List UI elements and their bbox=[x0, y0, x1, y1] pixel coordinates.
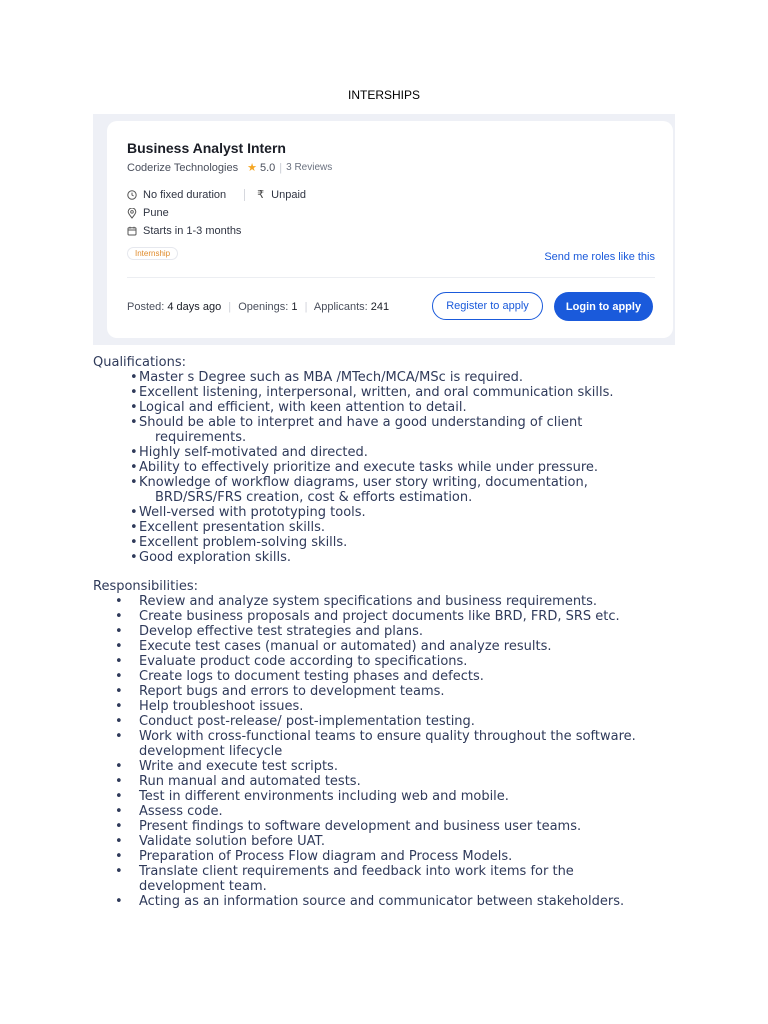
bullet-icon: • bbox=[115, 684, 123, 699]
bullet-icon: • bbox=[115, 594, 123, 609]
bullet-icon: • bbox=[115, 849, 123, 864]
list-item bbox=[93, 654, 636, 669]
location-text: Pune bbox=[143, 207, 169, 219]
list-item-text: Execute test cases (manual or automated) and analyze results. bbox=[139, 639, 552, 654]
list-item bbox=[93, 505, 614, 520]
bullet-icon: • bbox=[130, 475, 138, 490]
page-title: INTERSHIPS bbox=[347, 88, 420, 102]
list-item bbox=[93, 415, 614, 445]
responsibilities-section bbox=[93, 579, 636, 909]
location-row bbox=[127, 207, 169, 219]
list-item bbox=[93, 774, 636, 789]
bullet-icon: • bbox=[130, 415, 138, 430]
list-item bbox=[93, 669, 636, 684]
list-item bbox=[93, 400, 614, 415]
bullet-icon: • bbox=[115, 624, 123, 639]
applicants-value: 241 bbox=[370, 301, 390, 313]
list-item-text: Test in different environments including web and mobile. bbox=[139, 789, 509, 804]
list-item-text: Help troubleshoot issues. bbox=[139, 699, 304, 714]
bullet-icon: • bbox=[115, 609, 123, 624]
list-item bbox=[93, 385, 614, 400]
bullet-icon: • bbox=[115, 654, 123, 669]
list-item-text: Highly self-motivated and directed. bbox=[139, 445, 368, 460]
bullet-icon: • bbox=[130, 400, 138, 415]
qualifications-section bbox=[93, 355, 614, 565]
list-item-text: Knowledge of workflow diagrams, user story writing, documentation, bbox=[139, 475, 588, 490]
list-item-text: Preparation of Process Flow diagram and Process Models. bbox=[139, 849, 513, 864]
openings-value: 1 bbox=[291, 301, 298, 313]
job-card-screenshot bbox=[93, 114, 675, 345]
list-item-continuation: development team. bbox=[139, 879, 267, 894]
divider bbox=[244, 189, 245, 201]
duration-row bbox=[127, 188, 306, 201]
bullet-icon: • bbox=[115, 834, 123, 849]
list-item bbox=[93, 684, 636, 699]
start-row bbox=[127, 225, 241, 237]
list-item bbox=[93, 370, 614, 385]
list-item bbox=[93, 535, 614, 550]
list-item-continuation: BRD/SRS/FRS creation, cost & efforts estimation. bbox=[155, 490, 473, 505]
bullet-icon: • bbox=[115, 759, 123, 774]
card-divider bbox=[127, 277, 655, 278]
list-item bbox=[93, 550, 614, 565]
list-item bbox=[93, 594, 636, 609]
list-item bbox=[93, 714, 636, 729]
separator: | bbox=[304, 301, 308, 313]
bullet-icon: • bbox=[115, 669, 123, 684]
clock-icon bbox=[127, 190, 137, 200]
bullet-icon: • bbox=[115, 894, 123, 909]
list-item-text: Evaluate product code according to specifications. bbox=[139, 654, 468, 669]
list-item-text: Good exploration skills. bbox=[139, 550, 292, 565]
list-item bbox=[93, 894, 636, 909]
list-item-text: Logical and efficient, with keen attention to detail. bbox=[139, 400, 467, 415]
bullet-icon: • bbox=[115, 819, 123, 834]
list-item-text: Excellent listening, interpersonal, written, and oral communication skills. bbox=[139, 385, 614, 400]
job-title[interactable]: Business Analyst Intern bbox=[127, 140, 286, 156]
list-item bbox=[93, 445, 614, 460]
list-item bbox=[93, 834, 636, 849]
bullet-icon: • bbox=[130, 370, 138, 385]
qualifications-list bbox=[93, 370, 614, 565]
internship-badge: Internship bbox=[127, 247, 178, 260]
responsibilities-list bbox=[93, 594, 636, 909]
list-item-text: Assess code. bbox=[139, 804, 223, 819]
list-item bbox=[93, 624, 636, 639]
list-item-text: Write and execute test scripts. bbox=[139, 759, 338, 774]
bullet-icon: • bbox=[130, 460, 138, 475]
star-icon: ★ bbox=[247, 162, 257, 174]
job-stats bbox=[127, 301, 389, 313]
list-item-text: Report bugs and errors to development teams. bbox=[139, 684, 445, 699]
list-item bbox=[93, 729, 636, 759]
list-item-continuation: development lifecycle bbox=[139, 744, 283, 759]
location-pin-icon bbox=[127, 208, 137, 219]
bullet-icon: • bbox=[115, 774, 123, 789]
list-item bbox=[93, 759, 636, 774]
stipend-text: Unpaid bbox=[271, 188, 307, 201]
list-item bbox=[93, 864, 636, 894]
list-item-text: Excellent problem-solving skills. bbox=[139, 535, 348, 550]
login-to-apply-button[interactable]: Login to apply bbox=[554, 292, 653, 321]
rupee-icon: ₹ bbox=[257, 189, 265, 201]
list-item-text: Run manual and automated tests. bbox=[139, 774, 361, 789]
list-item-text: Translate client requirements and feedback into work items for the bbox=[139, 864, 574, 879]
register-to-apply-button[interactable]: Register to apply bbox=[432, 292, 543, 320]
list-item bbox=[93, 804, 636, 819]
bullet-icon: • bbox=[115, 864, 123, 879]
list-item bbox=[93, 639, 636, 654]
applicants-label: Applicants: bbox=[313, 301, 368, 313]
duration-text: No fixed duration bbox=[143, 188, 227, 201]
list-item-text: Create logs to document testing phases and defects. bbox=[139, 669, 484, 684]
reviews-link[interactable]: 3 Reviews bbox=[286, 162, 333, 173]
rating-value: 5.0 bbox=[259, 161, 276, 174]
start-text: Starts in 1-3 months bbox=[143, 225, 242, 237]
bullet-icon: • bbox=[130, 505, 138, 520]
list-item-text: Should be able to interpret and have a good understanding of client bbox=[139, 415, 583, 430]
qualifications-heading: Qualifications: bbox=[93, 355, 187, 370]
list-item-text: Conduct post-release/ post-implementation testing. bbox=[139, 714, 475, 729]
job-card bbox=[107, 121, 673, 338]
bullet-icon: • bbox=[130, 535, 138, 550]
list-item-text: Ability to effectively prioritize and execute tasks while under pressure. bbox=[139, 460, 599, 475]
company-row bbox=[127, 161, 332, 174]
list-item bbox=[93, 789, 636, 804]
list-item-text: Work with cross-functional teams to ensure quality throughout the software. bbox=[139, 729, 636, 744]
list-item-text: Validate solution before UAT. bbox=[139, 834, 326, 849]
list-item bbox=[93, 460, 614, 475]
list-item-text: Master s Degree such as MBA /MTech/MCA/MSc is required. bbox=[139, 370, 523, 385]
list-item bbox=[93, 849, 636, 864]
list-item-text: Review and analyze system specifications and business requirements. bbox=[139, 594, 598, 609]
list-item-continuation: requirements. bbox=[155, 430, 247, 445]
list-item bbox=[93, 520, 614, 535]
openings-label: Openings: bbox=[238, 301, 289, 313]
bullet-icon: • bbox=[115, 804, 123, 819]
list-item-text: Present findings to software development and business user teams. bbox=[139, 819, 582, 834]
list-item bbox=[93, 609, 636, 624]
list-item bbox=[93, 819, 636, 834]
list-item-text: Create business proposals and project documents like BRD, FRD, SRS etc. bbox=[139, 609, 620, 624]
responsibilities-heading: Responsibilities: bbox=[93, 579, 198, 594]
list-item bbox=[93, 699, 636, 714]
list-item bbox=[93, 475, 614, 505]
bullet-icon: • bbox=[115, 714, 123, 729]
list-item-text: Well-versed with prototyping tools. bbox=[139, 505, 366, 520]
company-name[interactable]: Coderize Technologies bbox=[127, 161, 239, 174]
send-me-roles-link[interactable]: Send me roles like this bbox=[544, 251, 655, 263]
list-item-text: Excellent presentation skills. bbox=[139, 520, 325, 535]
bullet-icon: • bbox=[130, 445, 138, 460]
posted-label: Posted: bbox=[127, 301, 165, 313]
list-item-text: Develop effective test strategies and plans. bbox=[139, 624, 423, 639]
bullet-icon: • bbox=[130, 385, 138, 400]
calendar-icon bbox=[127, 226, 137, 236]
list-item-text: Acting as an information source and communicator between stakeholders. bbox=[139, 894, 625, 909]
separator: | bbox=[279, 161, 283, 174]
bullet-icon: • bbox=[115, 639, 123, 654]
bullet-icon: • bbox=[115, 699, 123, 714]
bullet-icon: • bbox=[115, 789, 123, 804]
separator: | bbox=[228, 301, 232, 313]
posted-value: 4 days ago bbox=[167, 301, 222, 313]
bullet-icon: • bbox=[115, 729, 123, 744]
bullet-icon: • bbox=[130, 550, 138, 565]
bullet-icon: • bbox=[130, 520, 138, 535]
